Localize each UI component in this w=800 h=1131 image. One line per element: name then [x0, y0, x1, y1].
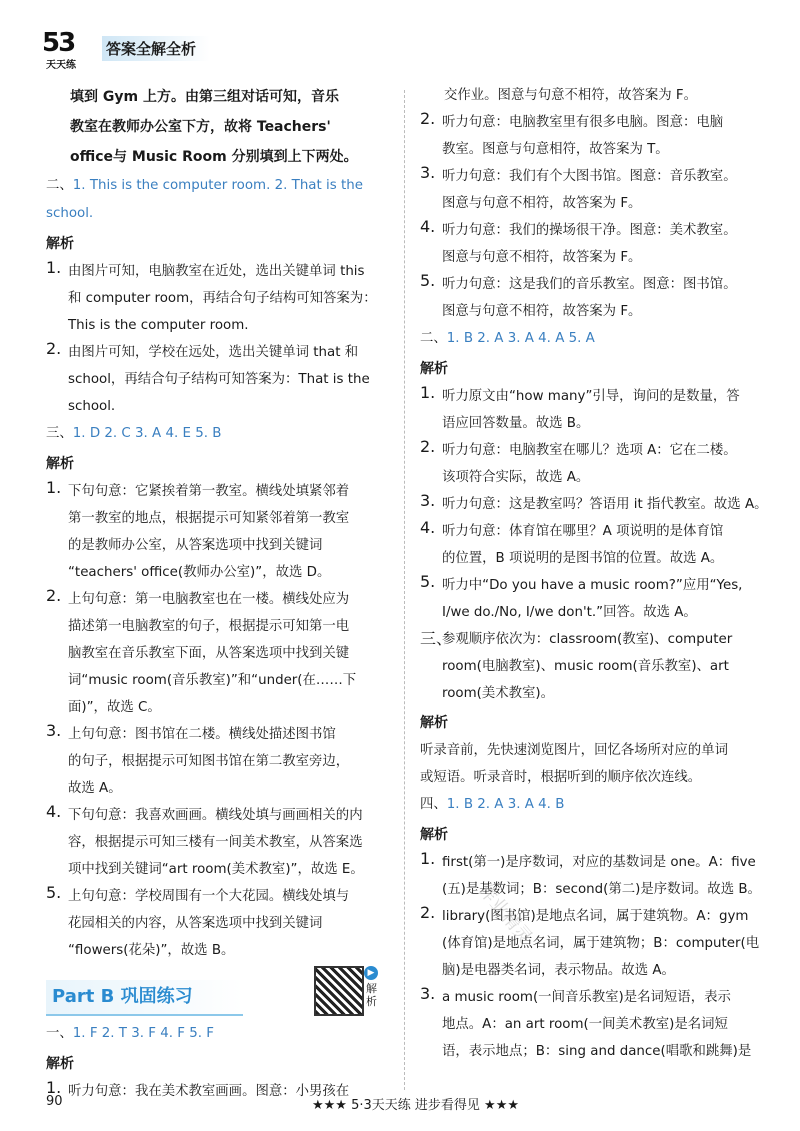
- section-3-answers: [46, 420, 398, 448]
- analysis-heading: 解析: [46, 236, 74, 252]
- section-label: 三、: [46, 426, 73, 441]
- page-header: [40, 30, 420, 70]
- item-number: 5.: [420, 271, 436, 290]
- left-column: [46, 82, 398, 1105]
- text-line: 听力句意：电脑教室在哪儿？选项 A：它在二楼。: [442, 443, 737, 458]
- text-line: 听力句意：体育馆在哪里？A 项说明的是体育馆: [442, 524, 724, 539]
- list-item: [420, 984, 772, 1065]
- section-2-answers: [46, 172, 398, 228]
- text-line: 图意与句意不相符，故答案为 F。: [442, 304, 642, 319]
- right-column: [420, 82, 772, 1065]
- list-item: [420, 217, 772, 271]
- left-top-continuation: [46, 82, 398, 172]
- item-number: 1.: [420, 849, 436, 868]
- section-label: 二、: [46, 178, 73, 193]
- text-line: 听力句意：这是教室吗？答语用 it 指代教室。故选 A。: [442, 497, 768, 512]
- watermark: 作业精灵: [473, 879, 537, 949]
- answer-key: 1. D 2. C 3. A 4. E 5. B: [72, 426, 222, 441]
- item-number: 1.: [420, 383, 436, 402]
- text-line: 或短语。听录音时，根据听到的顺序依次连线。: [420, 770, 702, 785]
- brand-logo: [40, 30, 96, 70]
- text-line: 语应回答数量。故选 B。: [442, 416, 590, 431]
- text-line: 面)”，故选 C。: [68, 700, 161, 715]
- text-line: 第一教室的地点，根据提示可知紧邻着第一教室: [68, 511, 350, 526]
- item-number: 3.: [420, 163, 436, 182]
- item-number: 2.: [420, 109, 436, 128]
- text-line: school.: [68, 399, 116, 414]
- text-line: 下句句意：我喜欢画画。横线处填与画画相关的内: [68, 808, 363, 823]
- list-item: [46, 586, 398, 721]
- analysis-heading: 解析: [46, 1056, 74, 1072]
- text-line: I/we do./No, I/we don't.”回答。故选 A。: [442, 605, 697, 620]
- text-line: room(电脑教室)、music room(音乐教室)、art: [442, 659, 729, 674]
- text-line: 由图片可知，学校在远处，选出关键单词 that 和: [68, 345, 359, 360]
- text-line: “flowers(花朵)”，故选 B。: [68, 943, 235, 958]
- text-line: 听力句意：这是我们的音乐教室。图意：图书馆。: [442, 277, 737, 292]
- list-item: [46, 258, 398, 339]
- logo-subtitle: 天天练: [46, 60, 76, 71]
- item-number: 2.: [46, 586, 62, 605]
- item-number: 2.: [46, 339, 62, 358]
- text-line: first(第一)是序数词，对应的基数词是 one。A：five: [442, 855, 756, 870]
- footer-slogan: ★★★ 5·3天天练 进步看得见 ★★★: [312, 1098, 519, 1113]
- section-label: 四、: [420, 797, 447, 812]
- text-line: 教室在教师办公室下方，故将 Teachers': [70, 119, 331, 135]
- play-icon[interactable]: ▶: [364, 966, 378, 980]
- text-line: 容，根据提示可知三楼有一间美术教室，从答案选: [68, 835, 363, 850]
- item-number: 3.: [420, 491, 436, 510]
- analysis-heading: 解析: [420, 827, 448, 843]
- text-line: 和 computer room，再结合句子结构可知答案为：: [68, 291, 377, 306]
- text-line: 由图片可知，电脑教室在近处，选出关键单词 this: [68, 264, 365, 279]
- answer-key: 1. B 2. A 3. A 4. B: [446, 797, 565, 812]
- column-divider: [404, 90, 405, 1090]
- left-s3-items: [46, 478, 398, 964]
- text-line: 听力原文由“how many”引导，询问的是数量，答: [442, 389, 740, 404]
- list-item: [46, 478, 398, 586]
- list-item: [420, 163, 772, 217]
- list-item: [420, 383, 772, 437]
- item-number: 1.: [46, 258, 62, 277]
- text-line: room(美术教室)。: [442, 686, 555, 701]
- item-number: 1.: [46, 478, 62, 497]
- left-s2-items: [46, 258, 398, 420]
- answer-key: 1. This is the computer room. 2. That is the school.: [46, 178, 363, 221]
- text-line: 参观顺序依次为：classroom(教室)、computer: [442, 632, 733, 647]
- text-line: 故选 A。: [68, 781, 122, 796]
- text-line: 听力中“Do you have a music room?”应用“Yes,: [442, 578, 743, 593]
- text-line: 的位置，B 项说明的是图书馆的位置。故选 A。: [442, 551, 724, 566]
- text-line: 上句句意：第一电脑教室也在一楼。横线处应为: [68, 592, 350, 607]
- answer-key: 1. F 2. T 3. F 4. F 5. F: [72, 1026, 214, 1041]
- text-line: 听力句意：我们的操场很干净。图意：美术教室。: [442, 223, 737, 238]
- logo-number: 53: [42, 28, 75, 58]
- text-line: 的句子，根据提示可知图书馆在第二教室旁边，: [68, 754, 350, 769]
- part-b-banner: [46, 968, 398, 1020]
- analysis-heading: 解析: [420, 715, 448, 731]
- text-line: 听力句意：电脑教室里有很多电脑。图意：电脑: [442, 115, 724, 130]
- analysis-heading: 解析: [420, 361, 448, 377]
- text-line: 上句句意：图书馆在二楼。横线处描述图书馆: [68, 727, 336, 742]
- page-footer: [0, 1094, 800, 1118]
- text-line: “teachers' office(教师办公室)”，故选 D。: [68, 565, 331, 580]
- item-number: 4.: [420, 217, 436, 236]
- text-line: 下句句意：它紧挨着第一教室。横线处填紧邻着: [68, 484, 350, 499]
- analysis-heading: 解析: [46, 456, 74, 472]
- list-item: [420, 271, 772, 325]
- text-line: 填到 Gym 上方。由第三组对话可知，音乐: [70, 89, 339, 105]
- text-line: 脑教室在音乐教室下面，从答案选项中找到关键: [68, 646, 350, 661]
- list-item: [420, 518, 772, 572]
- text-line: 听录音前，先快速浏览图片，回忆各场所对应的单词: [420, 743, 728, 758]
- list-item: [420, 849, 772, 903]
- text-line: (体育馆)是地点名词，属于建筑物；B：computer(电: [442, 936, 760, 951]
- item-number: 4.: [420, 518, 436, 537]
- text-line: 图意与句意不相符，故答案为 F。: [442, 196, 642, 211]
- text-line: office与 Music Room 分别填到上下两处。: [70, 149, 358, 165]
- section-label: 三、: [420, 629, 453, 648]
- qr-label: 解析: [366, 982, 377, 1008]
- section-label: 二、: [420, 331, 447, 346]
- text-line: 听力句意：我在美术教室画画。图意：小男孩在: [68, 1084, 350, 1099]
- text-line: 交作业。图意与句意不相符，故答案为 F。: [444, 88, 697, 103]
- text-line: 地点。A：an art room(一间美术教室)是名词短: [442, 1017, 728, 1032]
- qr-code[interactable]: [314, 966, 364, 1016]
- text-line: 上句句意：学校周围有一个大花园。横线处填与: [68, 889, 350, 904]
- text-line: (五)是基数词；B：second(第二)是序数词。故选 B。: [442, 882, 761, 897]
- part-b-section-1-answers: [46, 1020, 398, 1048]
- list-item: [420, 572, 772, 626]
- text-line: 听力句意：我们有个大图书馆。图意：音乐教室。: [442, 169, 737, 184]
- text-line: 的是教师办公室，从答案选项中找到关键词: [68, 538, 323, 553]
- item-number: 1.: [46, 1078, 62, 1097]
- list-item: [46, 883, 398, 964]
- text-line: library(图书馆)是地点名词，属于建筑物。A：gym: [442, 909, 749, 924]
- header-title: 答案全解全析: [102, 36, 210, 61]
- text-line: 项中找到关键词“art room(美术教室)”，故选 E。: [68, 862, 364, 877]
- section-3-answers: [420, 626, 772, 707]
- item-number: 2.: [420, 437, 436, 456]
- text-line: 该项符合实际，故选 A。: [442, 470, 590, 485]
- text-line: 语，表示地点；B：sing and dance(唱歌和跳舞)是: [442, 1044, 752, 1059]
- list-item: [46, 802, 398, 883]
- list-item: [46, 339, 398, 420]
- text-line: a music room(一间音乐教室)是名词短语，表示: [442, 990, 731, 1005]
- text-line: 图意与句意不相符，故答案为 F。: [442, 250, 642, 265]
- section-label: 一、: [46, 1026, 73, 1041]
- list-item: [420, 109, 772, 163]
- list-item: [420, 903, 772, 984]
- item-number: 2.: [420, 903, 436, 922]
- item-number: 3.: [420, 984, 436, 1003]
- text-line: 花园相关的内容，从答案选项中找到关键词: [68, 916, 323, 931]
- answer-key: 1. B 2. A 3. A 4. A 5. A: [446, 331, 595, 346]
- item-number: 5.: [420, 572, 436, 591]
- text-line: 词“music room(音乐教室)”和“under(在……下: [68, 673, 357, 688]
- list-item: [46, 721, 398, 802]
- list-item: [420, 437, 772, 491]
- section-4-answers: [420, 791, 772, 819]
- part-b-title: Part B 巩固练习: [46, 980, 243, 1016]
- item-number: 5.: [46, 883, 62, 902]
- item-number: 3.: [46, 721, 62, 740]
- item-number: 4.: [46, 802, 62, 821]
- list-item: [420, 491, 772, 518]
- page-number: 90: [46, 1094, 63, 1109]
- text-line: school，再结合句子结构可知答案为：That is the: [68, 372, 370, 387]
- text-line: 教室。图意与句意相符，故答案为 T。: [442, 142, 669, 157]
- section-2-answers: [420, 325, 772, 353]
- text-line: 描述第一电脑教室的句子，根据提示可知第一电: [68, 619, 350, 634]
- text-line: 脑)是电器类名词，表示物品。故选 A。: [442, 963, 675, 978]
- text-line: This is the computer room.: [68, 318, 249, 333]
